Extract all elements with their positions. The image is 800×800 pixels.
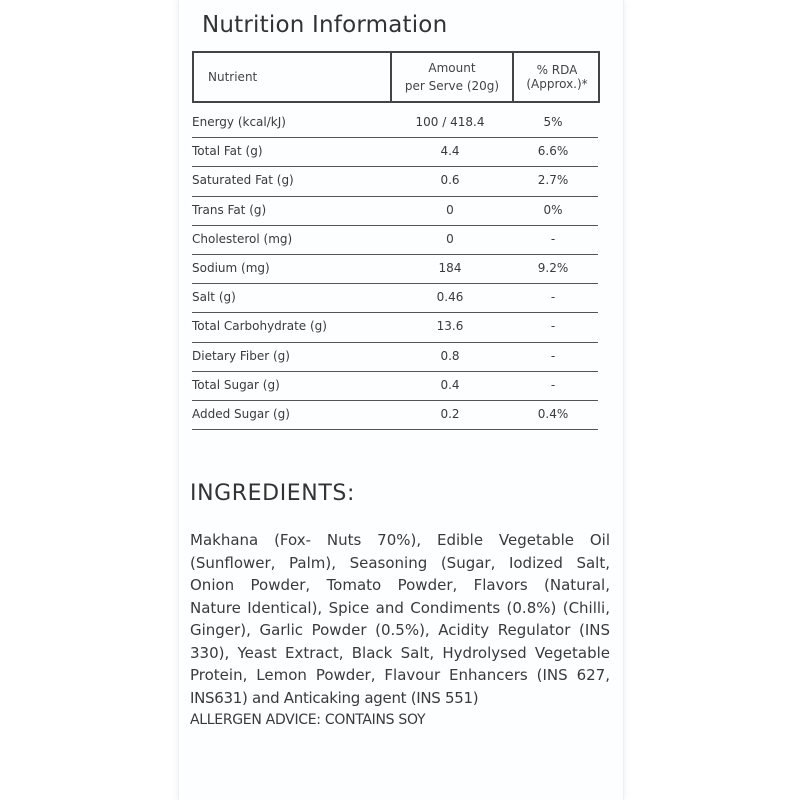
row-rda: 2.7% <box>537 173 569 188</box>
nutrition-table-header <box>192 51 600 103</box>
row-amount: 0.46 <box>436 290 464 305</box>
row-nutrient: Dietary Fiber (g) <box>192 348 290 363</box>
row-rda: 0% <box>543 202 563 217</box>
row-nutrient: Added Sugar (g) <box>192 406 290 421</box>
table-row <box>192 255 598 284</box>
row-rda: 0.4% <box>537 406 569 421</box>
row-rda: - <box>550 290 556 305</box>
table-row <box>192 372 598 401</box>
ingredients-line: Ginger), Garlic Powder (0.5%), Acidity Regulator (INS <box>190 621 610 639</box>
table-row <box>192 109 598 138</box>
table-row <box>192 167 598 196</box>
header-rda <box>514 53 600 101</box>
row-amount: 4.4 <box>440 144 460 159</box>
ingredients-line: Makhana (Fox- Nuts 70%), Edible Vegetable Oil <box>190 531 610 549</box>
row-nutrient: Energy (kcal/kJ) <box>192 115 286 129</box>
row-amount: 0.2 <box>440 406 460 421</box>
row-amount: 0.4 <box>440 377 460 392</box>
table-row <box>192 226 598 255</box>
row-amount: 0 <box>446 231 454 246</box>
header-amount <box>392 53 512 101</box>
header-amount-line1: Amount <box>428 61 476 75</box>
row-nutrient: Sodium (mg) <box>192 260 270 275</box>
table-row <box>192 138 598 167</box>
ingredients-line: Protein, Lemon Powder, Flavour Enhancers (INS 627, <box>190 666 610 684</box>
header-amount-line2: per Serve (20g) <box>404 79 500 93</box>
row-rda: - <box>550 319 556 334</box>
row-nutrient: Salt (g) <box>192 290 236 305</box>
header-nutrient: Nutrient <box>208 70 258 84</box>
row-nutrient: Saturated Fat (g) <box>192 173 294 188</box>
row-rda: - <box>550 348 556 363</box>
nutrition-title: Nutrition Information <box>202 12 448 38</box>
ingredients-line: Nature Identical), Spice and Condiments (0.8%) (Chilli, <box>190 598 610 617</box>
ingredients-line: 330), Yeast Extract, Black Salt, Hydrolysed Vegetable <box>190 643 610 662</box>
row-amount: 0 <box>446 202 454 217</box>
row-nutrient: Total Fat (g) <box>192 144 263 159</box>
table-row <box>192 313 598 342</box>
table-row <box>192 401 598 430</box>
table-row <box>192 343 598 372</box>
header-rda-line2: (Approx.)* <box>526 77 588 91</box>
row-amount: 0.8 <box>440 348 460 363</box>
row-amount: 184 <box>438 260 462 275</box>
row-amount: 0.6 <box>440 173 460 188</box>
table-row <box>192 284 598 313</box>
row-rda: - <box>550 231 556 246</box>
ingredients-line: INS631) and Anticaking agent (INS 551) <box>190 688 479 707</box>
ingredients-text <box>190 529 610 732</box>
row-amount: 100 / 418.4 <box>415 115 485 129</box>
table-row <box>192 197 598 226</box>
row-amount: 13.6 <box>436 319 464 334</box>
row-nutrient: Total Carbohydrate (g) <box>192 319 327 334</box>
allergen-advice: ALLERGEN ADVICE: CONTAINS SOY <box>190 712 426 728</box>
ingredients-line: Onion Powder, Tomato Powder, Flavors (Natural, <box>190 576 610 594</box>
nutrition-table-body <box>192 109 598 430</box>
ingredients-title: INGREDIENTS: <box>190 481 355 506</box>
header-rda-line1: % RDA <box>536 63 578 77</box>
row-nutrient: Cholesterol (mg) <box>192 231 293 246</box>
ingredients-line: (Sunflower, Palm), Seasoning (Sugar, Iodized Salt, <box>190 553 610 572</box>
row-nutrient: Trans Fat (g) <box>192 202 267 217</box>
row-rda: 6.6% <box>537 144 569 159</box>
row-nutrient: Total Sugar (g) <box>192 377 280 392</box>
row-rda: 5% <box>543 115 563 129</box>
row-rda: 9.2% <box>537 260 569 275</box>
row-rda: - <box>550 377 556 392</box>
